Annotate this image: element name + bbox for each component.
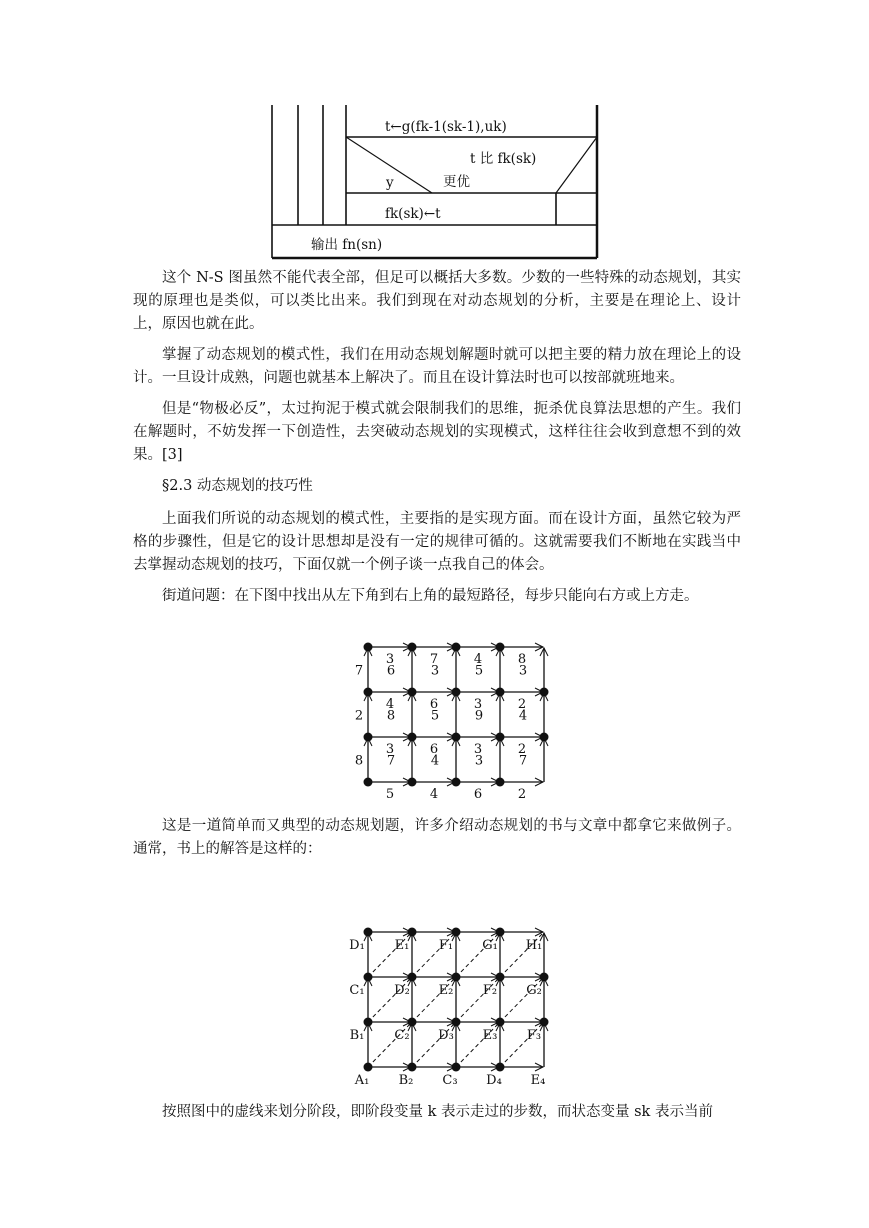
edge-weight-v: 8 <box>354 753 364 769</box>
edge-weight-h: 4 <box>473 652 483 667</box>
edge-weight-v: 8 <box>386 708 396 724</box>
node-label: F₂ <box>482 983 498 998</box>
edge-weight-v: 7 <box>354 663 364 679</box>
street-grid-figure <box>0 630 869 800</box>
edge-weight-h: 6 <box>429 697 439 712</box>
grid-node <box>364 778 373 787</box>
node-label: F₁ <box>438 938 454 953</box>
edge-weight-h: 6 <box>473 787 483 800</box>
edge-weight-v: 7 <box>386 753 396 769</box>
paragraph-2: 掌握了动态规划的模式性，我们在用动态规划解题时就可以把主要的精力放在理论上的设计。一旦设计成熟，问题也就基本上解决了。而且在设计算法时也可以按部就班地来。 <box>133 347 741 386</box>
node-label: D₄ <box>486 1073 502 1088</box>
edge-weight-h: 2 <box>517 697 527 712</box>
edge-weight-h: 8 <box>517 652 527 667</box>
node-label: B₂ <box>398 1073 414 1088</box>
node-label: F₃ <box>526 1028 542 1043</box>
grid-node <box>452 643 461 652</box>
node-label: D₂ <box>394 983 410 998</box>
stage-grid-figure <box>0 920 869 1090</box>
node-label: C₁ <box>349 983 365 998</box>
paragraph-4: 上面我们所说的动态规划的模式性，主要指的是实现方面。而在设计方面，虽然它较为严格的步骤性，但是它的设计思想却是没有一定的规律可循的。这就需要我们不断地在实践当中去掌握动态规划的技巧，下面仅就一个例子谈一点我自己的体会。 <box>133 511 741 573</box>
edge-weight-h: 4 <box>429 787 439 800</box>
ns-diagram <box>0 0 869 270</box>
stage-dashed-line <box>368 932 500 1067</box>
grid-node <box>364 643 373 652</box>
paragraph-1: 这个 N-S 图虽然不能代表全部，但足可以概括大多数。少数的一些特殊的动态规划，其实现的原理也是类似，可以类比出来。我们到现在对动态规划的分析，主要是在理论上、设计上，原因也就在此。 <box>133 270 741 332</box>
grid-node <box>364 688 373 697</box>
ns-compare: t 比 fk(sk) <box>470 151 537 167</box>
edge-weight-v: 4 <box>518 708 528 724</box>
node-label: D₁ <box>349 938 365 953</box>
edge-weight-h: 3 <box>473 742 483 757</box>
grid-node <box>496 688 505 697</box>
edge-weight-v: 3 <box>518 663 528 679</box>
ns-assign-t: t←g(fk-1(sk-1),uk) <box>385 119 507 135</box>
edge-weight-h: 2 <box>517 742 527 757</box>
edge-weight-v: 3 <box>430 663 440 679</box>
node-label: A₁ <box>354 1073 370 1088</box>
node-label: E₂ <box>438 983 454 998</box>
grid-node <box>408 688 417 697</box>
paragraph-6: 这是一道简单而又典型的动态规划题，许多介绍动态规划的书与文章中都拿它来做例子。通常，书上的解答是这样的： <box>133 818 741 857</box>
edge-weight-v: 3 <box>474 753 484 769</box>
grid-node <box>540 688 549 697</box>
grid-node <box>540 733 549 742</box>
edge-weight-h: 7 <box>429 652 439 667</box>
edge-weight-v: 4 <box>430 753 440 769</box>
edge-weight-h: 5 <box>385 787 395 800</box>
node-label: E₄ <box>530 1073 546 1088</box>
edge-weight-h: 4 <box>385 697 395 712</box>
grid-node <box>452 778 461 787</box>
grid-node <box>408 643 417 652</box>
edge-weight-v: 7 <box>518 753 528 769</box>
paragraph-3: 但是“物极必反”，太过拘泥于模式就会限制我们的思维，扼杀优良算法思想的产生。我们在解题时，不妨发挥一下创造性，去突破动态规划的实现模式，这样往往会收到意想不到的效果。[3] <box>133 401 741 463</box>
edge-weight-v: 9 <box>474 708 484 724</box>
section-heading: §2.3 动态规划的技巧性 <box>162 478 313 494</box>
grid-node <box>408 778 417 787</box>
node-label: E₃ <box>482 1028 498 1043</box>
edge-weight-h: 3 <box>385 652 395 667</box>
edge-weight-v: 5 <box>430 708 440 724</box>
ns-assign-fk: fk(sk)←t <box>385 206 441 222</box>
edge-weight-h: 3 <box>385 742 395 757</box>
edge-weight-h: 3 <box>473 697 483 712</box>
ns-better-label: 更优 <box>443 174 470 190</box>
grid-node <box>364 733 373 742</box>
grid-node <box>364 928 373 937</box>
edge-weight-v: 5 <box>474 663 484 679</box>
node-label: B₁ <box>349 1028 365 1043</box>
grid-node <box>452 733 461 742</box>
node-label: C₃ <box>442 1073 458 1088</box>
edge-weight-v: 2 <box>354 708 364 724</box>
grid-node <box>452 688 461 697</box>
paragraph-5: 街道问题：在下图中找出从左下角到右上角的最短路径，每步只能向右方或上方走。 <box>162 588 699 604</box>
node-label: D₃ <box>438 1028 454 1043</box>
node-label: E₁ <box>394 938 410 953</box>
stage-dashed-line <box>412 932 544 1067</box>
node-label: C₂ <box>394 1028 410 1043</box>
node-label: G₁ <box>482 938 498 953</box>
edge-weight-h: 6 <box>429 742 439 757</box>
ns-yes-label: y <box>386 175 394 191</box>
grid-node <box>496 778 505 787</box>
node-label: H₁ <box>525 938 543 953</box>
grid-node <box>408 733 417 742</box>
ns-output: 输出 fn(sn) <box>311 237 383 253</box>
node-label: G₂ <box>526 983 542 998</box>
paragraph-7: 按照图中的虚线来划分阶段，即阶段变量 k 表示走过的步数，而状态变量 sk 表示当前 <box>162 1104 713 1120</box>
edge-weight-h: 2 <box>517 787 527 800</box>
grid-node <box>496 733 505 742</box>
grid-node <box>496 643 505 652</box>
edge-weight-v: 6 <box>386 663 396 679</box>
